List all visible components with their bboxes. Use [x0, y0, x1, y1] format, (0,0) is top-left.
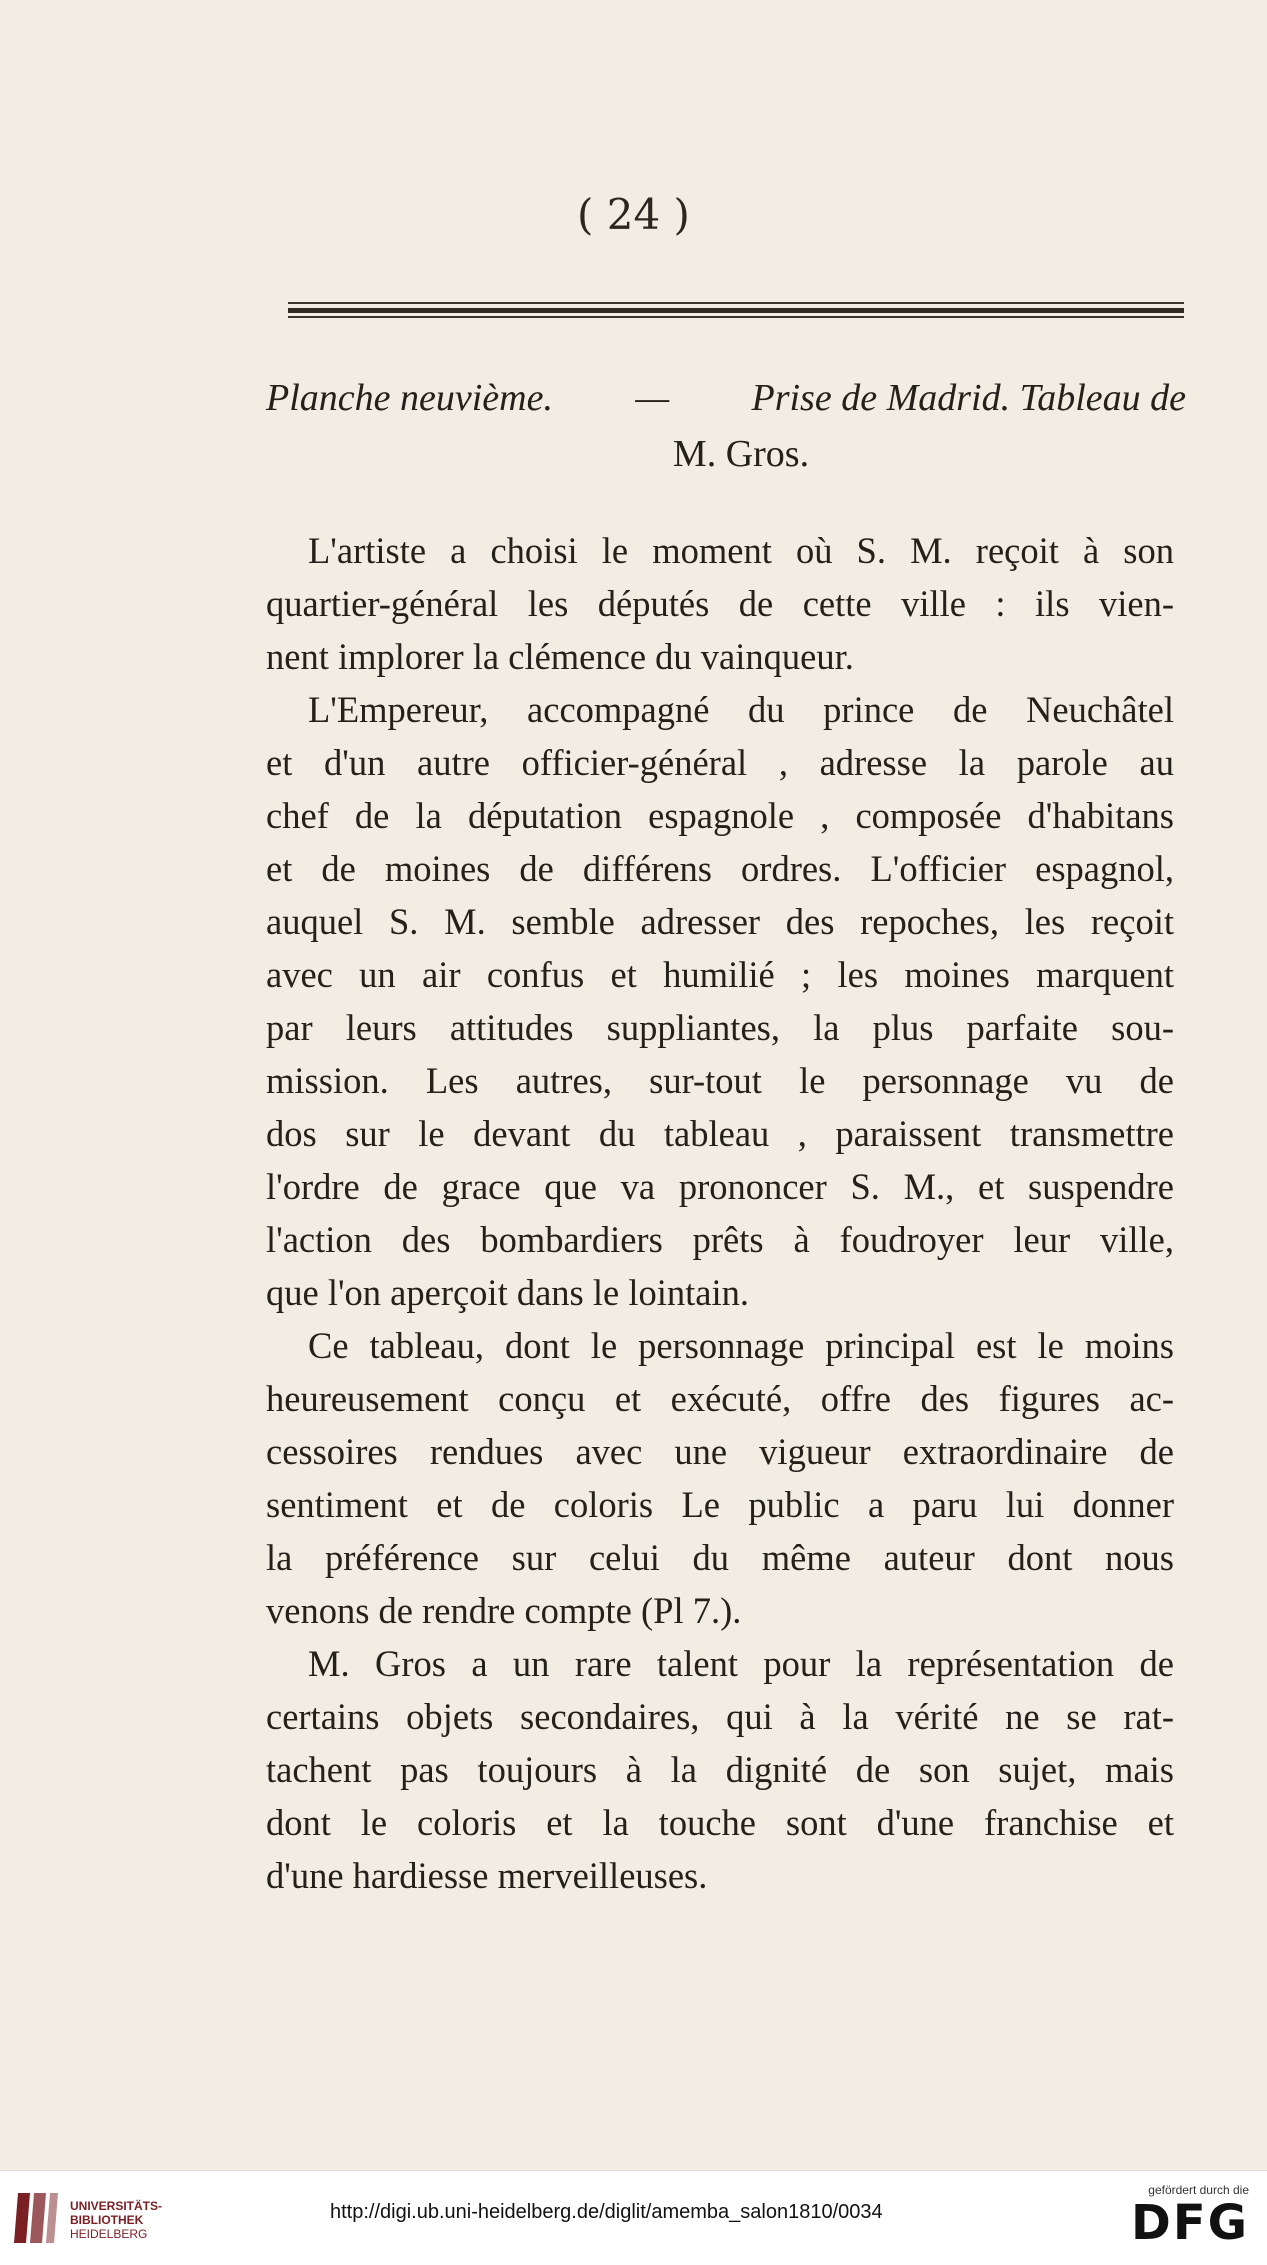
heading-author: M. Gros.	[672, 433, 810, 475]
library-logo[interactable]	[12, 2189, 162, 2249]
text-line: par leurs attitudes suppliantes, la plus parfaite sou-	[266, 1007, 1174, 1048]
text-line: chef de la députation espagnole , composée d'habitans	[266, 795, 1174, 836]
text-line: sentiment et de coloris Le public a paru lui donner	[266, 1484, 1174, 1525]
body-text	[266, 524, 1174, 1902]
sponsor-logo[interactable]	[1089, 2183, 1249, 2249]
text-line: L'artiste a choisi le moment où S. M. reçoit à son	[308, 530, 1174, 571]
text-line: auquel S. M. semble adresser des repoches, les reçoit	[266, 901, 1174, 942]
text-line: et d'un autre officier-général , adresse la parole au	[266, 742, 1174, 783]
text-line: quartier-général les députés de cette ville : ils vien-	[266, 583, 1174, 624]
permalink[interactable]: http://digi.ub.uni-heidelberg.de/diglit/amemba_salon1810/0034	[330, 2201, 883, 2223]
text-line: avec un air confus et humilié ; les moines marquent	[266, 954, 1174, 995]
heading-dash: —	[635, 377, 670, 419]
header-rule	[288, 302, 1184, 326]
library-seal-icon	[12, 2189, 60, 2247]
text-line: d'une hardiesse merveilleuses.	[266, 1855, 708, 1896]
text-line: Ce tableau, dont le personnage principal est le moins	[308, 1325, 1174, 1366]
heading-title: Prise de Madrid. Tableau de	[751, 377, 1186, 419]
dfg-logo: DFG	[1130, 2195, 1249, 2251]
page-number: ( 24 )	[577, 190, 690, 239]
text-line: que l'on aperçoit dans le lointain.	[266, 1272, 749, 1313]
text-line: dos sur le devant du tableau , paraissent transmettre	[266, 1113, 1174, 1154]
text-line: mission. Les autres, sur-tout le personnage vu de	[266, 1060, 1174, 1101]
text-line: cessoires rendues avec une vigueur extraordinaire de	[266, 1431, 1174, 1472]
logo-line: BIBLIOTHEK	[70, 2213, 144, 2227]
text-line: tachent pas toujours à la dignité de son sujet, mais	[266, 1749, 1174, 1790]
plate-heading	[266, 370, 1186, 482]
text-line: l'ordre de grace que va prononcer S. M., et suspendre	[266, 1166, 1174, 1207]
text-line: heureusement conçu et exécuté, offre des figures ac-	[266, 1378, 1174, 1419]
text-line: M. Gros a un rare talent pour la représentation de	[308, 1643, 1174, 1684]
viewer-footer	[0, 2170, 1267, 2265]
text-line: et de moines de différens ordres. L'officier espagnol,	[266, 848, 1174, 889]
text-line: venons de rendre compte (Pl 7.).	[266, 1590, 742, 1631]
text-line: nent implorer la clémence du vainqueur.	[266, 636, 854, 677]
text-line: l'action des bombardiers prêts à foudroyer leur ville,	[266, 1219, 1174, 1260]
text-line: dont le coloris et la touche sont d'une franchise et	[266, 1802, 1174, 1843]
sponsor-caption: gefördert durch die	[1148, 2183, 1249, 2197]
text-line: la préférence sur celui du même auteur dont nous	[266, 1537, 1174, 1578]
text-line: certains objets secondaires, qui à la vérité ne se rat-	[266, 1696, 1174, 1737]
text-line: L'Empereur, accompagné du prince de Neuchâtel	[308, 689, 1174, 730]
logo-line: UNIVERSITÄTS-	[70, 2199, 163, 2213]
heading-plate-label: Planche neuvième.	[266, 377, 553, 419]
logo-line: HEIDELBERG	[70, 2227, 148, 2241]
